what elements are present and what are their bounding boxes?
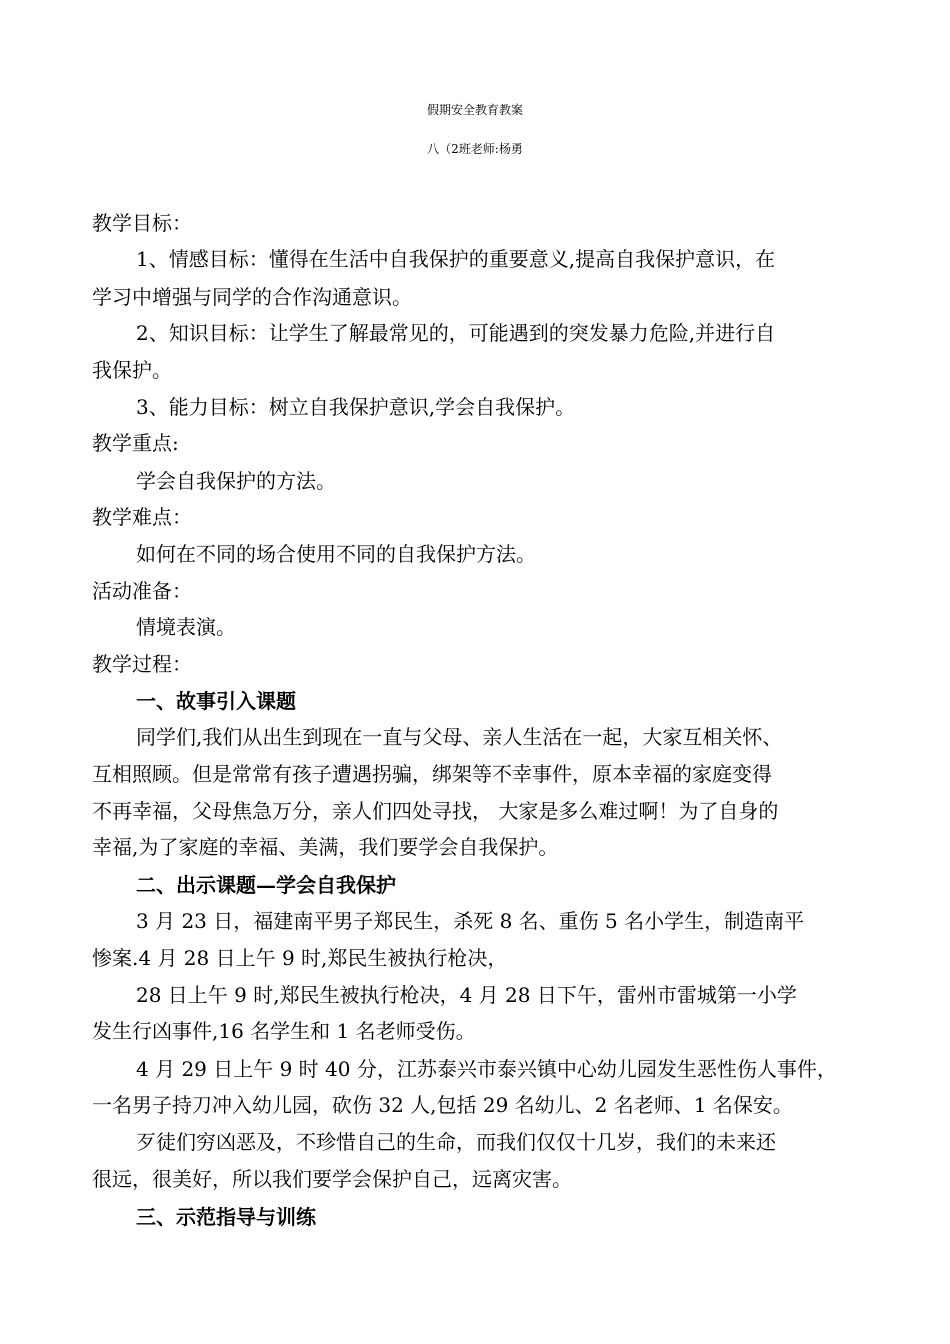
paragraph-line: 学会自我保护的方法。 xyxy=(136,469,336,493)
paragraph-line: 4 月 29 日上午 9 时 40 分，江苏泰兴市泰兴镇中心幼儿园发生恶性伤人事件， xyxy=(136,1057,837,1081)
paragraph-line: 2、知识目标：让学生了解最常见的，可能遇到的突发暴力危险,并进行自 xyxy=(136,321,776,345)
paragraph-line: 学习中增强与同学的合作沟通意识。 xyxy=(92,285,412,309)
paragraph-line: 互相照顾。但是常常有孩子遭遇拐骗，绑架等不幸事件，原本幸福的家庭变得 xyxy=(92,762,772,786)
subsection-heading: 一、故事引入课题 xyxy=(136,689,296,713)
paragraph-line: 幸福,为了家庭的幸福、美满，我们要学会自我保护。 xyxy=(92,835,559,859)
paragraph-line: 我保护。 xyxy=(92,358,172,382)
paragraph-line: 一名男子持刀冲入幼儿园，砍伤 32 人,包括 29 名幼儿、2 名老师、1 名保安。 xyxy=(92,1093,793,1117)
subsection-heading: 三、示范指导与训练 xyxy=(136,1205,316,1229)
section-heading-process: 教学过程： xyxy=(92,652,192,676)
document-subtitle: 八（2班老师:杨勇 xyxy=(427,142,523,156)
paragraph-line: 很远，很美好，所以我们要学会保护自己，远离灾害。 xyxy=(92,1167,572,1191)
paragraph-line: 1、情感目标：懂得在生活中自我保护的重要意义,提高自我保护意识，在 xyxy=(136,247,776,271)
section-heading-difficulties: 教学难点： xyxy=(92,505,192,529)
paragraph-line: 如何在不同的场合使用不同的自我保护方法。 xyxy=(136,542,536,566)
paragraph-line: 歹徒们穷凶恶及，不珍惜自己的生命，而我们仅仅十几岁，我们的未来还 xyxy=(136,1130,776,1154)
paragraph-line: 不再幸福，父母焦急万分，亲人们四处寻找， 大家是多么难过啊！为了自身的 xyxy=(92,799,779,823)
section-heading-objectives: 教学目标： xyxy=(92,211,192,235)
section-heading-preparation: 活动准备： xyxy=(92,579,192,603)
paragraph-line: 情境表演。 xyxy=(136,615,236,639)
paragraph-line: 28 日上午 9 时,郑民生被执行枪决，4 月 28 日下午，雷州市雷城第一小学 xyxy=(136,983,797,1007)
paragraph-line: 惨案.4 月 28 日上午 9 时,郑民生被执行枪决， xyxy=(92,946,508,970)
paragraph-line: 发生行凶事件,16 名学生和 1 名老师受伤。 xyxy=(92,1019,476,1043)
section-heading-key-points: 教学重点: xyxy=(92,431,179,455)
document-title: 假期安全教育教案 xyxy=(426,103,523,117)
paragraph-line: 3 月 23 日，福建南平男子郑民生，杀死 8 名、重伤 5 名小学生，制造南平 xyxy=(136,909,805,933)
paragraph-line: 3、能力目标：树立自我保护意识,学会自我保护。 xyxy=(136,395,576,419)
subsection-heading: 二、出示课题—学会自我保护 xyxy=(136,873,396,897)
paragraph-line: 同学们,我们从出生到现在一直与父母、亲人生活在一起，大家互相关怀、 xyxy=(136,725,783,749)
